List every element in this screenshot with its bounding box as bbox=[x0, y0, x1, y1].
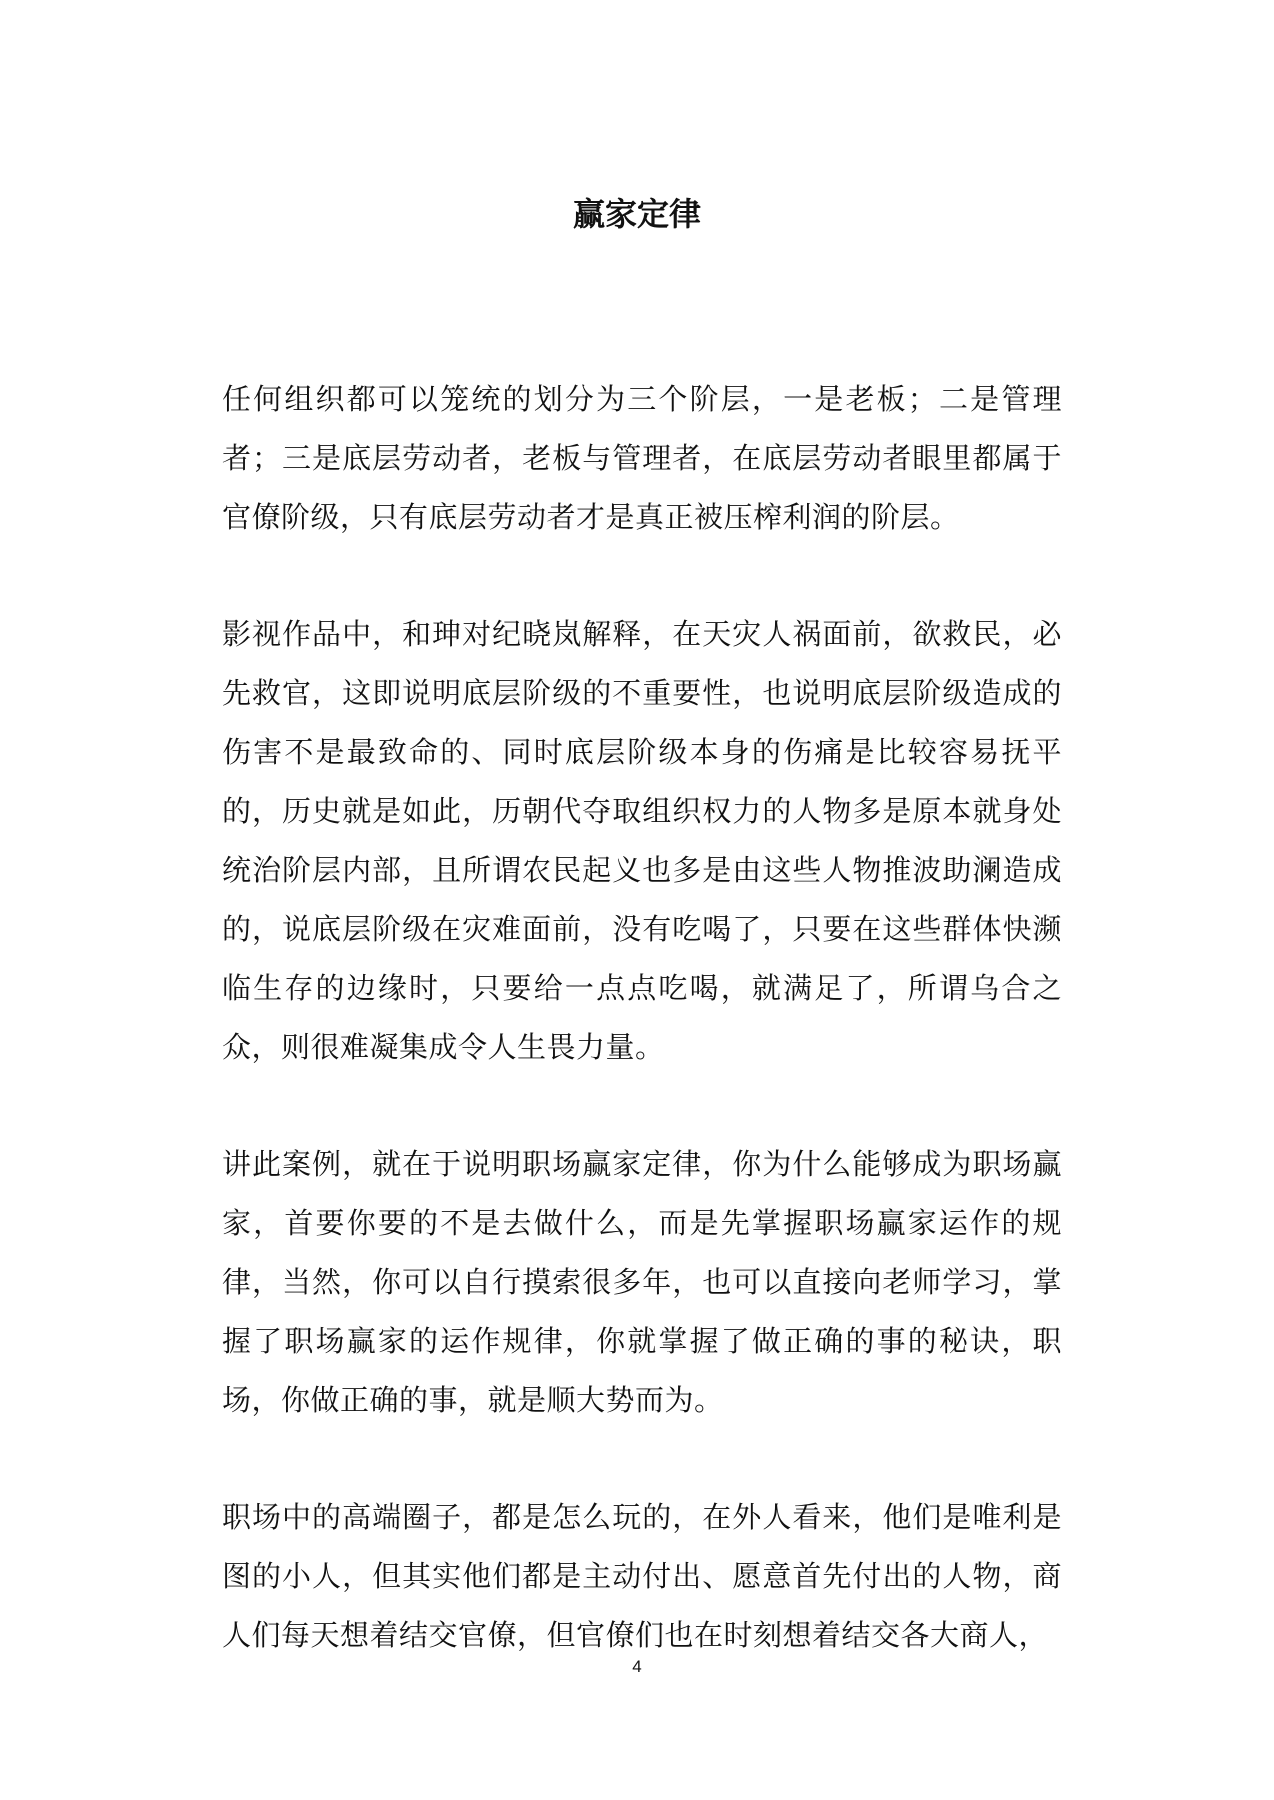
document-title: 赢家定律 bbox=[572, 195, 701, 233]
paragraph-2: 影视作品中，和珅对纪晓岚解释，在天灾人祸面前，欲救民，必先救官，这即说明底层阶级的不重要性，也说明底层阶级造成的伤害不是最致命的、同时底层阶级本身的伤痛是比较容易抚平的，历史就是如此，历朝代夺取组织权力的人物多是原本就身处统治阶层内部，且所谓农民起义也多是由这些人物推波助澜造成的，说底层阶级在灾难面前，没有吃喝了，只要在这些群体快濒临生存的边缘时，只要给一点点吃喝，就满足了，所谓乌合之众，则很难凝集成令人生畏力量。 bbox=[222, 617, 1062, 1064]
page-number: 4 bbox=[632, 1657, 642, 1676]
paragraph-1: 任何组织都可以笼统的划分为三个阶层，一是老板；二是管理者；三是底层劳动者，老板与管理者，在底层劳动者眼里都属于官僚阶级，只有底层劳动者才是真正被压榨利润的阶层。 bbox=[222, 382, 1062, 534]
document-body bbox=[222, 370, 1062, 1723]
paragraph-3: 讲此案例，就在于说明职场赢家定律，你为什么能够成为职场赢家，首要你要的不是去做什么，而是先掌握职场赢家运作的规律，当然，你可以自行摸索很多年，也可以直接向老师学习，掌握了职场赢家的运作规律，你就掌握了做正确的事的秘诀，职场，你做正确的事，就是顺大势而为。 bbox=[222, 1147, 1062, 1417]
paragraph-4: 职场中的高端圈子，都是怎么玩的，在外人看来，他们是唯利是图的小人，但其实他们都是主动付出、愿意首先付出的人物，商人们每天想着结交官僚，但官僚们也在时刻想着结交各大商人， bbox=[222, 1500, 1062, 1652]
